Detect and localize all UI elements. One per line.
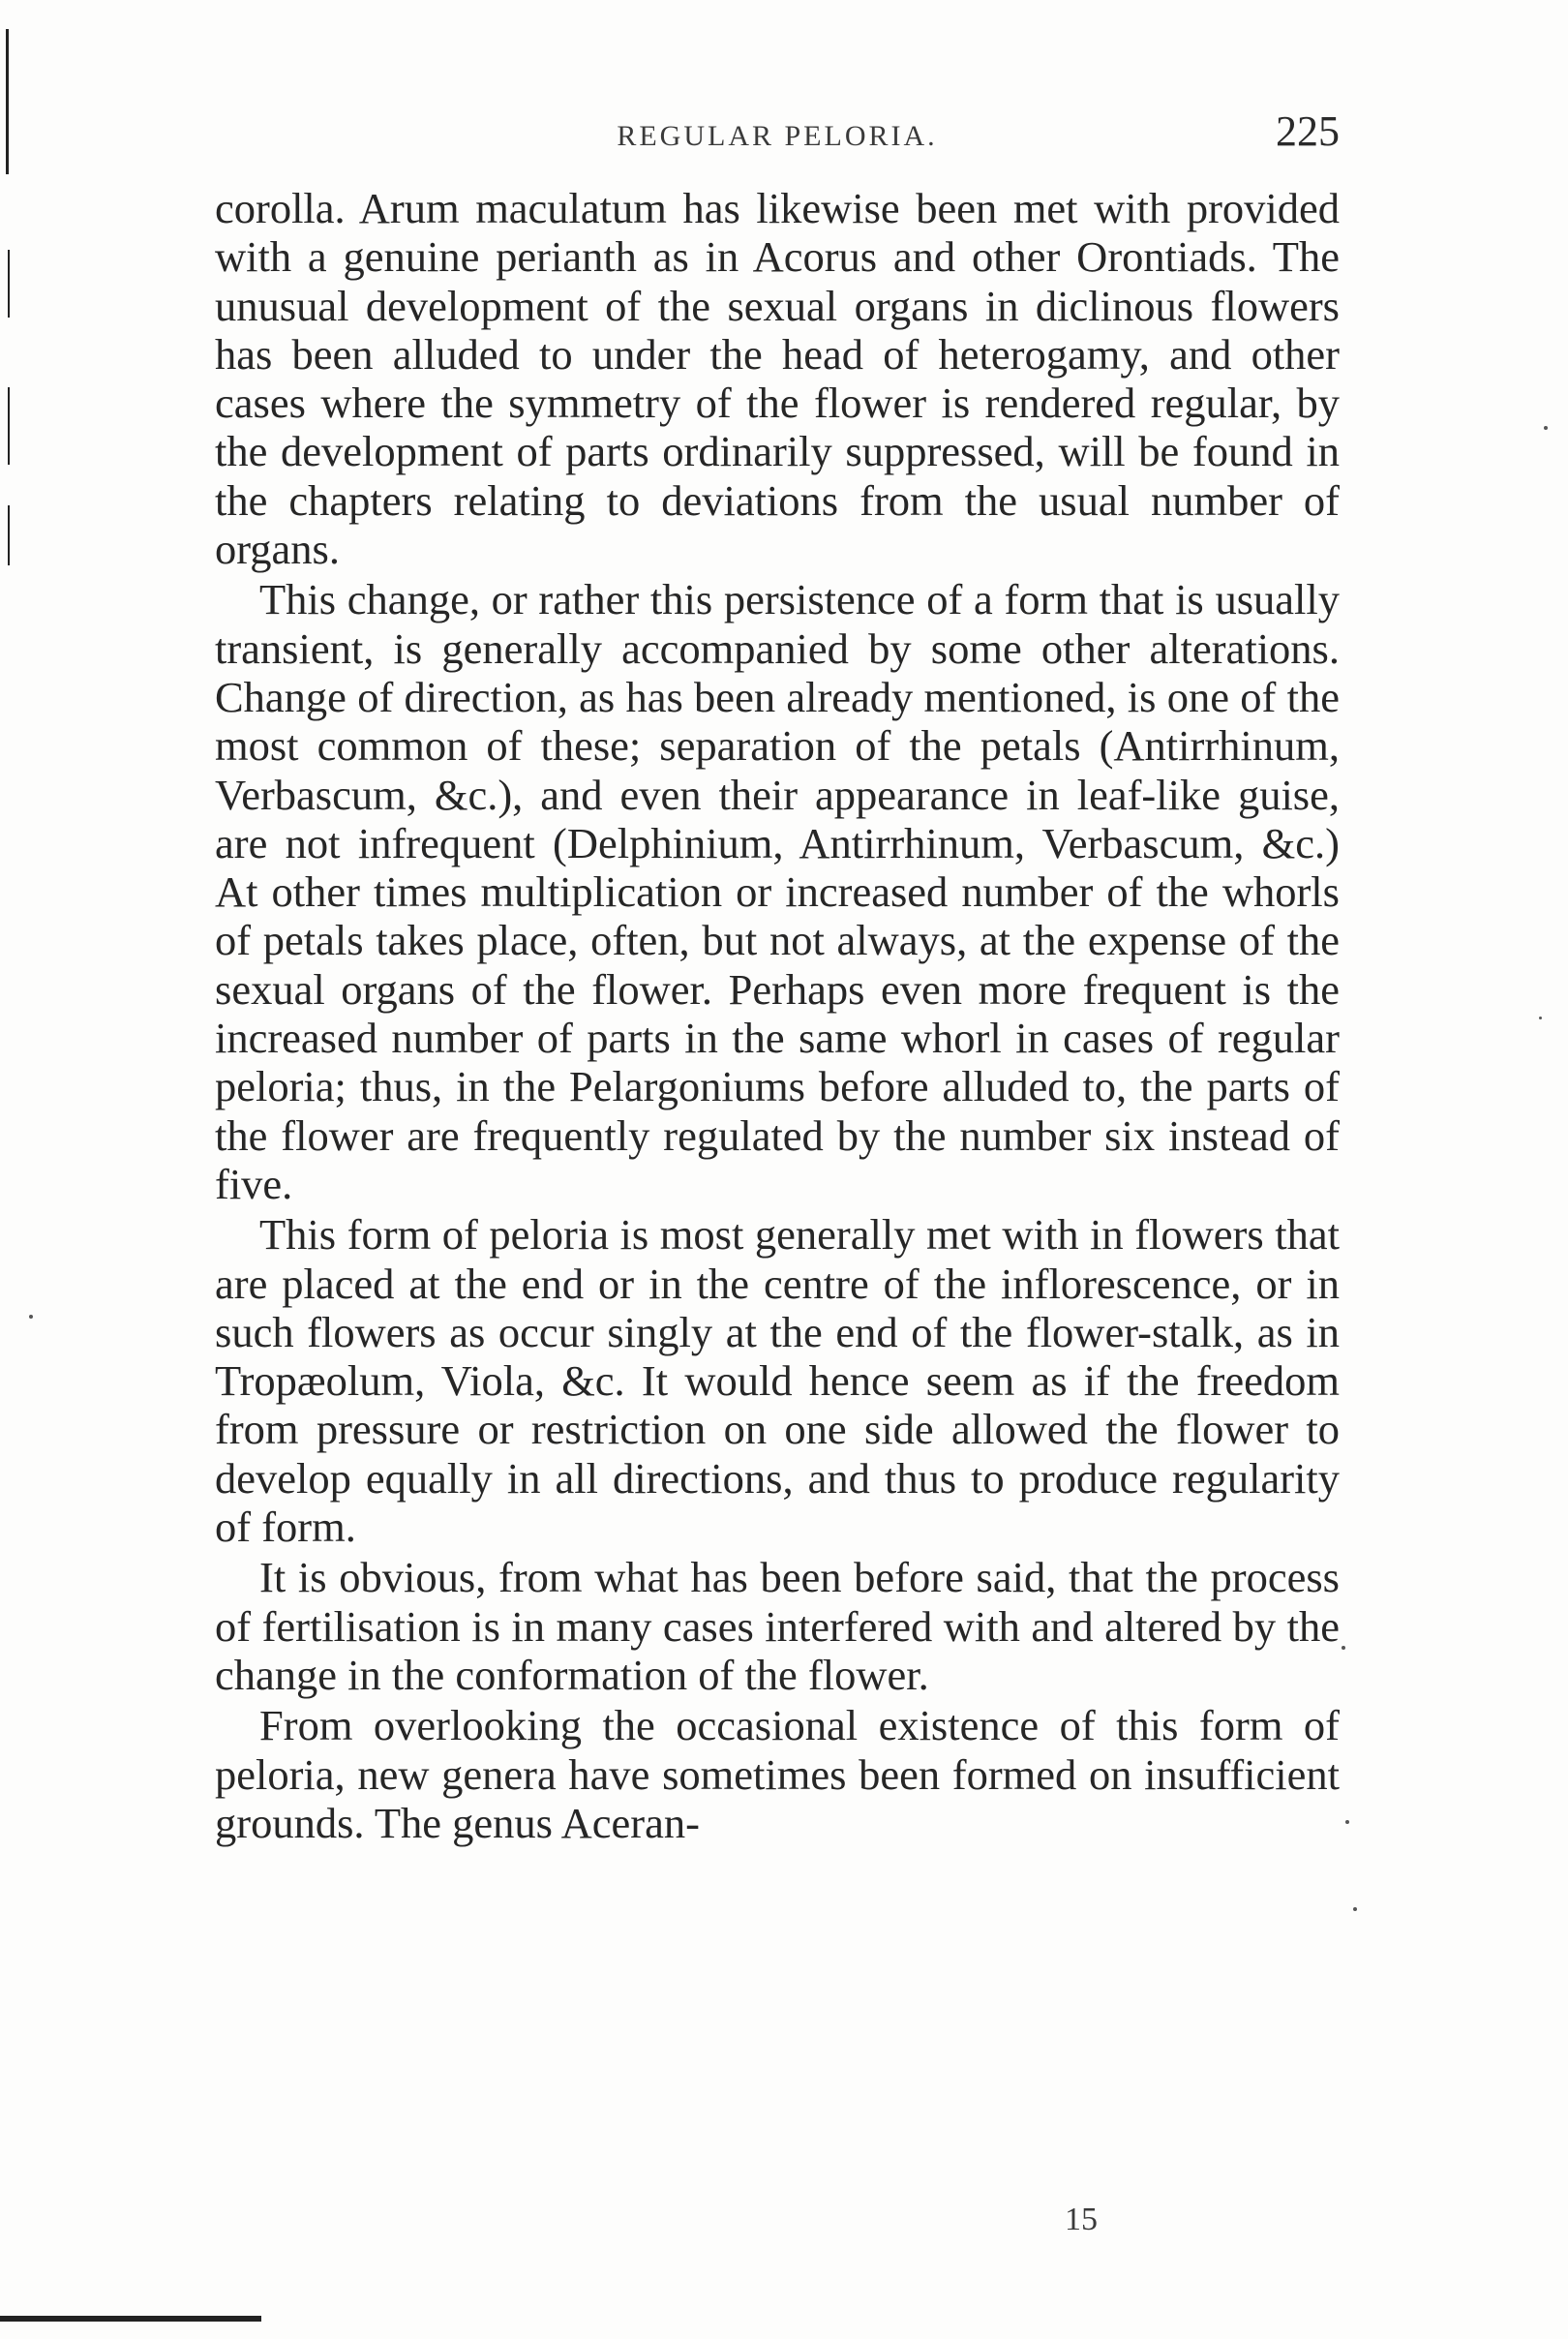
running-head: REGULAR PELORIA. (617, 120, 938, 152)
left-edge-scan-line (8, 250, 10, 318)
body-text (215, 184, 1340, 1847)
speck (1539, 1017, 1542, 1019)
speck (1544, 426, 1548, 430)
paragraph-5: From overlooking the occasional existence of this form of peloria, new genera have sometimes been formed on insufficient grounds. The genus Aceran- (215, 1701, 1340, 1847)
speck (1353, 1907, 1357, 1911)
paragraph-4: It is obvious, from what has been before said, that the process of fertilisation is in many cases interfered with and altered by the change in the conformation of the flower. (215, 1553, 1340, 1699)
left-edge-scan-line (6, 29, 9, 174)
paragraph-1: corolla. Arum maculatum has likewise been met with provided with a genuine perianth as in Acorus and other Orontiads. The unusual development of the sexual organs in diclinous flowers has been alluded to under the head of heterogamy, and other cases where the symmetry of the flower is rendered regular, by the development of parts ordinarily suppressed, will be found in the chapters relating to deviations from the usual number of organs. (215, 184, 1340, 574)
signature-mark: 15 (1065, 2202, 1098, 2237)
page-header (215, 106, 1340, 165)
speck (29, 1315, 33, 1319)
bottom-edge-scan-line (0, 2316, 261, 2322)
paragraph-2: This change, or rather this persistence of a form that is usually transient, is generally accompanied by some other alterations. Change of direction, as has been already mentioned, is one of the most common of these; separation of the petals (Antirrhinum, Verbascum, &c.), and even their appearance in leaf-like guise, are not infrequent (Delphinium, Antirrhinum, Verbascum, &c.) At other times multiplication or increased number of the whorls of petals takes place, often, but not always, at the expense of the sexual organs of the flower. Perhaps even more frequent is the increased number of parts in the same whorl in cases of regular peloria; thus, in the Pelargoniums before alluded to, the parts of the flower are frequently regulated by the number six instead of five. (215, 575, 1340, 1208)
speck (1345, 1820, 1349, 1824)
left-edge-scan-line (8, 505, 10, 565)
speck (1342, 1646, 1345, 1650)
left-edge-scan-line (8, 387, 10, 465)
paragraph-3: This form of peloria is most generally met with in flowers that are placed at the end or in the centre of the inflorescence, or in such flowers as occur singly at the end of the flower-stalk, as in Tropæolum, Viola, &c. It would hence seem as if the freedom from pressure or restriction on one side allowed the flower to develop equally in all directions, and thus to produce regularity of form. (215, 1210, 1340, 1552)
page-number: 225 (1276, 107, 1340, 155)
